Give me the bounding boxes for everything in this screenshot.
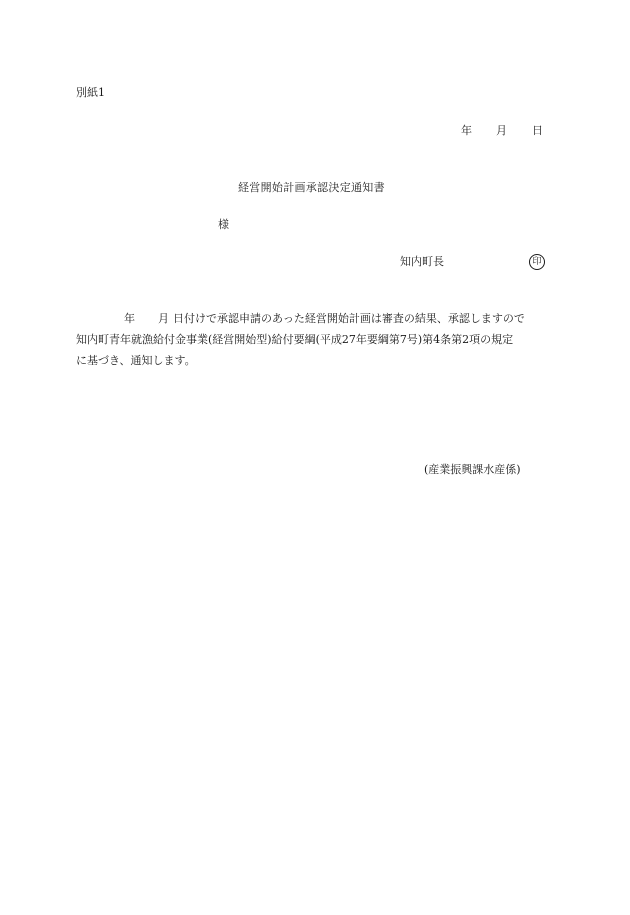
- body-line-1-text: 日付けで承認申請のあった経営開始計画は審査の結果、承認しますので: [173, 312, 525, 325]
- body-month-label: 月: [158, 312, 169, 325]
- date-day-label: 日: [532, 124, 543, 137]
- body-line-1: [76, 308, 556, 329]
- issuer-name: 知内町長: [400, 255, 444, 268]
- recipient-suffix: 様: [218, 218, 229, 231]
- department-note: (産業振興課水産係): [424, 463, 521, 476]
- notice-body: [76, 308, 556, 371]
- attachment-label: 別紙1: [76, 86, 105, 99]
- issuer-line: [400, 255, 550, 271]
- date-year-label: 年: [461, 124, 472, 137]
- body-line-2: 知内町青年就漁給付金事業(経営開始型)給付要綱(平成27年要綱第7号)第4条第2項の規定: [76, 333, 514, 346]
- document-title: 経営開始計画承認決定通知書: [238, 181, 385, 194]
- date-month-label: 月: [496, 124, 507, 137]
- seal-stamp: 印: [529, 254, 545, 270]
- body-line-3: に基づき、通知します。: [76, 354, 196, 367]
- body-year-label: 年: [124, 312, 135, 325]
